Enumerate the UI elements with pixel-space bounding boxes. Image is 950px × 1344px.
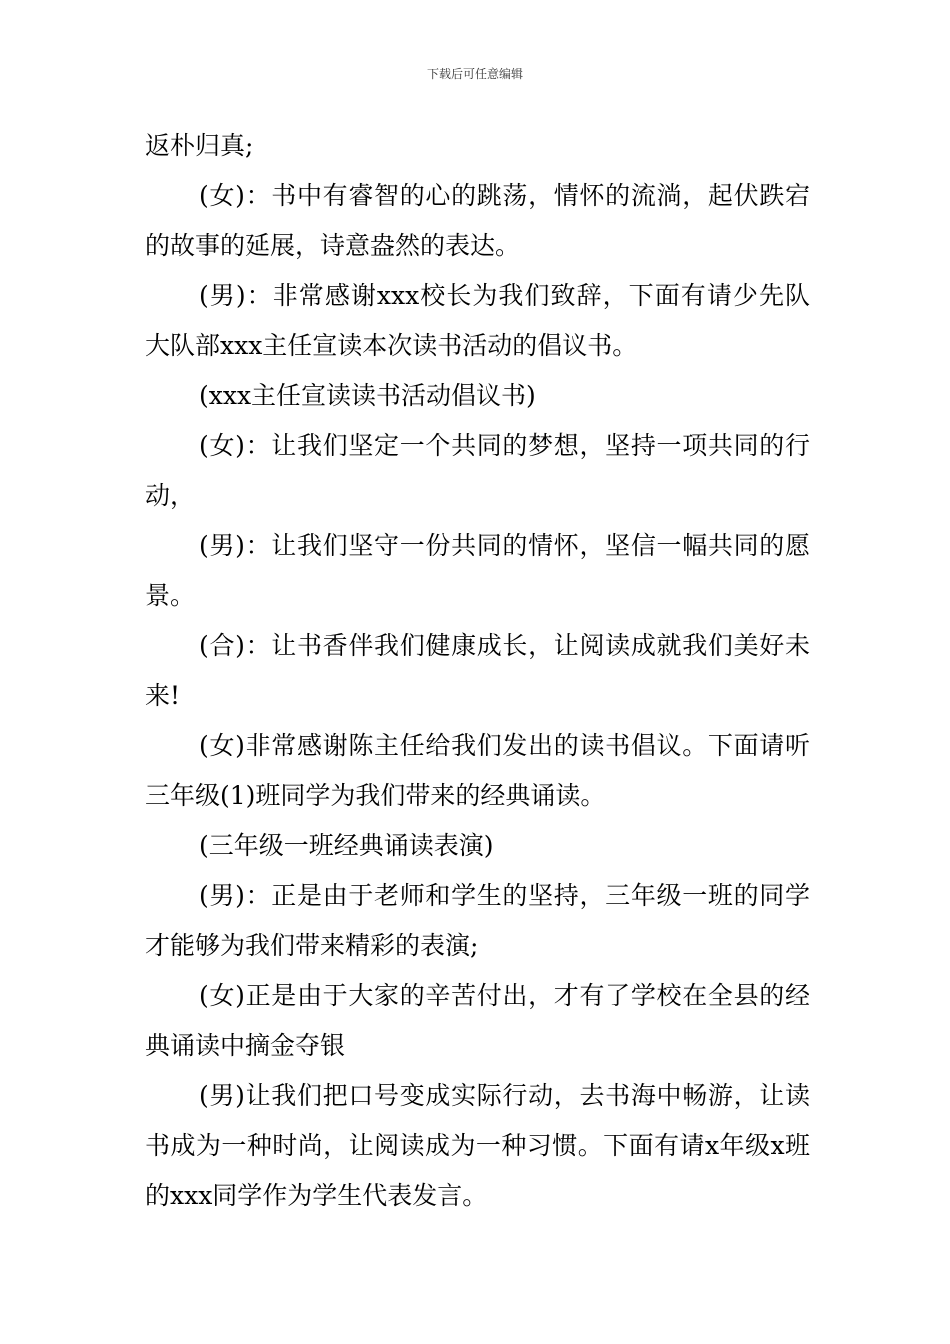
paragraph-3: (男)：非常感谢xxx校长为我们致辞，下面有请少先队大队部xxx主任宣读本次读书活动的倡议书。 <box>145 281 810 360</box>
paragraph-2: (女)：书中有睿智的心的跳荡，情怀的流淌，起伏跌宕的故事的延展，诗意盎然的表达。 <box>145 181 810 260</box>
paragraph-12: (男)让我们把口号变成实际行动，去书海中畅游，让读书成为一种时尚，让阅读成为一种习惯。下面有请x年级x班的xxx同学作为学生代表发言。 <box>145 1081 810 1210</box>
paragraph-1: 返朴归真; <box>145 131 254 160</box>
paragraph-4: (xxx主任宣读读书活动倡议书) <box>199 381 536 410</box>
paragraph-8: (女)非常感谢陈主任给我们发出的读书倡议。下面请听三年级(1)班同学为我们带来的经典诵读。 <box>145 731 810 810</box>
paragraph-7: (合)：让书香伴我们健康成长，让阅读成就我们美好未来! <box>145 631 810 710</box>
page-header: 下载后可任意编辑 <box>426 67 523 81</box>
paragraph-5: (女)：让我们坚定一个共同的梦想，坚持一项共同的行动， <box>145 431 810 510</box>
paragraph-11: (女)正是由于大家的辛苦付出，才有了学校在全县的经典诵读中摘金夺银 <box>145 981 810 1060</box>
document-body <box>145 121 810 1221</box>
paragraph-9: (三年级一班经典诵读表演) <box>199 831 494 860</box>
paragraph-10: (男)：正是由于老师和学生的坚持，三年级一班的同学才能够为我们带来精彩的表演; <box>145 881 810 960</box>
paragraph-6: (男)：让我们坚守一份共同的情怀，坚信一幅共同的愿景。 <box>145 531 810 610</box>
